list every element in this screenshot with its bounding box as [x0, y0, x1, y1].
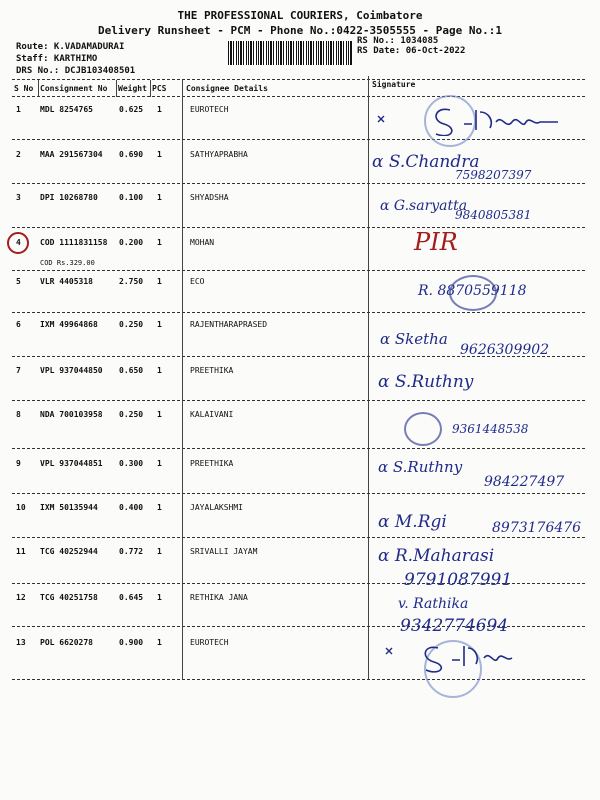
consignment-number: MDL 8254765	[40, 105, 93, 114]
row-divider	[12, 448, 585, 449]
row-sno: 11	[16, 547, 26, 556]
col-divider	[182, 80, 183, 680]
consignee-name: PREETHIKA	[190, 459, 234, 468]
row-weight: 0.400	[119, 503, 144, 512]
drs-number: DRS No.: DCJB103408501	[16, 66, 136, 76]
signature-row-2: α S.Chandra	[372, 152, 480, 172]
consignee-name: KALAIVANI	[190, 410, 234, 419]
barcode-icon	[228, 41, 353, 65]
consignee-name: SRIVALLI JAYAM	[190, 547, 258, 556]
row-weight: 0.100	[119, 193, 144, 202]
consignee-name: SHYADSHA	[190, 193, 229, 202]
col-consignment: Consignment No	[40, 84, 108, 93]
phone-row-3: 9840805381	[455, 208, 532, 222]
consignment-number: NDA 700103958	[40, 410, 103, 419]
signature-row-6: α Sketha	[380, 330, 448, 348]
row-sno: 5	[16, 277, 21, 286]
row-pcs: 1	[157, 238, 162, 247]
col-divider	[368, 76, 369, 680]
consignee-name: EUROTECH	[190, 105, 229, 114]
row-divider	[12, 227, 585, 228]
divider	[12, 79, 585, 80]
row-pcs: 1	[157, 410, 162, 419]
row-pcs: 1	[157, 150, 162, 159]
signature-row-7: α S.Ruthny	[378, 372, 474, 392]
row-pcs: 1	[157, 638, 162, 647]
phone-row-10: 8973176476	[492, 520, 582, 536]
row-sno: 4	[16, 238, 21, 247]
consignment-number: VPL 937044851	[40, 459, 103, 468]
row-sno: 12	[16, 593, 26, 602]
row-sno: 9	[16, 459, 21, 468]
row-pcs: 1	[157, 277, 162, 286]
col-divider	[150, 80, 151, 97]
phone-row-12: 9342774694	[400, 616, 509, 636]
row-sno: 2	[16, 150, 21, 159]
row-divider	[12, 537, 585, 538]
consignee-name: MOHAN	[190, 238, 215, 247]
col-consignee: Consignee Details	[186, 84, 268, 93]
consignment-number: TCG 40251758	[40, 593, 98, 602]
row-sno: 8	[16, 410, 21, 419]
row-pcs: 1	[157, 193, 162, 202]
row-sno: 3	[16, 193, 21, 202]
phone-row-9: 984227497	[484, 474, 565, 490]
rs-date: RS Date: 06-Oct-2022	[357, 46, 466, 56]
signature-row-3: α G.saryatta	[380, 198, 468, 214]
row-weight: 0.650	[119, 366, 144, 375]
consignee-name: RAJENTHARAPRASED	[190, 320, 268, 329]
row-weight: 0.200	[119, 238, 144, 247]
row-divider	[12, 312, 585, 313]
col-divider	[116, 80, 117, 97]
consignment-number: IXM 50135944	[40, 503, 98, 512]
signature-scribble-icon	[404, 412, 442, 446]
row-pcs: 1	[157, 105, 162, 114]
consignee-name: RETHIKA JANA	[190, 593, 248, 602]
row-sno: 1	[16, 105, 21, 114]
signature-row-5: R. 8870559118	[418, 283, 527, 299]
signature-row-9: α S.Ruthny	[378, 458, 463, 476]
col-pcs: PCS	[152, 84, 167, 93]
row-sno: 10	[16, 503, 26, 512]
consignment-number: VLR 4405318	[40, 277, 93, 286]
consignee-name: ECO	[190, 277, 205, 286]
row-divider	[12, 493, 585, 494]
cod-amount: COD Rs.329.00	[40, 259, 95, 267]
row-sno: 6	[16, 320, 21, 329]
row-divider	[12, 270, 585, 271]
consignment-number: COD 1111831158	[40, 238, 108, 247]
col-weight: Weight	[118, 84, 147, 93]
rs-number: RS No.: 1034085	[357, 36, 439, 46]
row-divider	[12, 679, 585, 680]
row-pcs: 1	[157, 459, 162, 468]
consignment-number: MAA 291567304	[40, 150, 103, 159]
staff-label: Staff: KARTHIMO	[16, 54, 98, 64]
consignee-name: JAYALAKSHMI	[190, 503, 243, 512]
signature-row-10: α M.Rgi	[378, 512, 447, 532]
phone-row-6: 9626309902	[460, 342, 550, 358]
signature-row-4: PIR	[414, 228, 458, 256]
col-sno: S No	[14, 84, 34, 93]
phone-row-8: 9361448538	[452, 422, 529, 436]
row-pcs: 1	[157, 366, 162, 375]
signature-row-11: α R.Maharasi	[378, 546, 495, 566]
circle-mark-icon	[7, 232, 29, 254]
consignment-number: POL 6620278	[40, 638, 93, 647]
signature-row-13	[372, 640, 532, 674]
row-weight: 2.750	[119, 277, 144, 286]
row-weight: 0.772	[119, 547, 144, 556]
signature-row-12: v. Rathika	[398, 596, 469, 612]
consignee-name: EUROTECH	[190, 638, 229, 647]
consignment-number: DPI 10268780	[40, 193, 98, 202]
consignment-number: IXM 49964868	[40, 320, 98, 329]
row-weight: 0.900	[119, 638, 144, 647]
row-sno: 7	[16, 366, 21, 375]
consignee-name: SATHYAPRABHA	[190, 150, 248, 159]
runsheet-subtitle: Delivery Runsheet - PCM - Phone No.:0422-3505555 - Page No.:1	[98, 24, 502, 37]
company-title: THE PROFESSIONAL COURIERS, Coimbatore	[177, 9, 423, 22]
route-label: Route: K.VADAMADURAI	[16, 42, 125, 52]
divider	[12, 96, 585, 97]
row-weight: 0.250	[119, 320, 144, 329]
row-divider	[12, 400, 585, 401]
row-pcs: 1	[157, 503, 162, 512]
row-weight: 0.645	[119, 593, 144, 602]
phone-row-2: 7598207397	[455, 168, 532, 182]
col-divider	[38, 80, 39, 97]
phone-row-11: 9791087991	[404, 570, 513, 590]
row-pcs: 1	[157, 547, 162, 556]
row-divider	[12, 139, 585, 140]
row-divider	[12, 183, 585, 184]
row-pcs: 1	[157, 320, 162, 329]
row-weight: 0.625	[119, 105, 144, 114]
consignment-number: VPL 937044850	[40, 366, 103, 375]
col-signature: Signature	[372, 80, 416, 89]
consignee-name: PREETHIKA	[190, 366, 234, 375]
row-weight: 0.300	[119, 459, 144, 468]
signature-row-1	[372, 102, 572, 136]
row-weight: 0.690	[119, 150, 144, 159]
row-sno: 13	[16, 638, 26, 647]
consignment-number: TCG 40252944	[40, 547, 98, 556]
row-pcs: 1	[157, 593, 162, 602]
row-weight: 0.250	[119, 410, 144, 419]
